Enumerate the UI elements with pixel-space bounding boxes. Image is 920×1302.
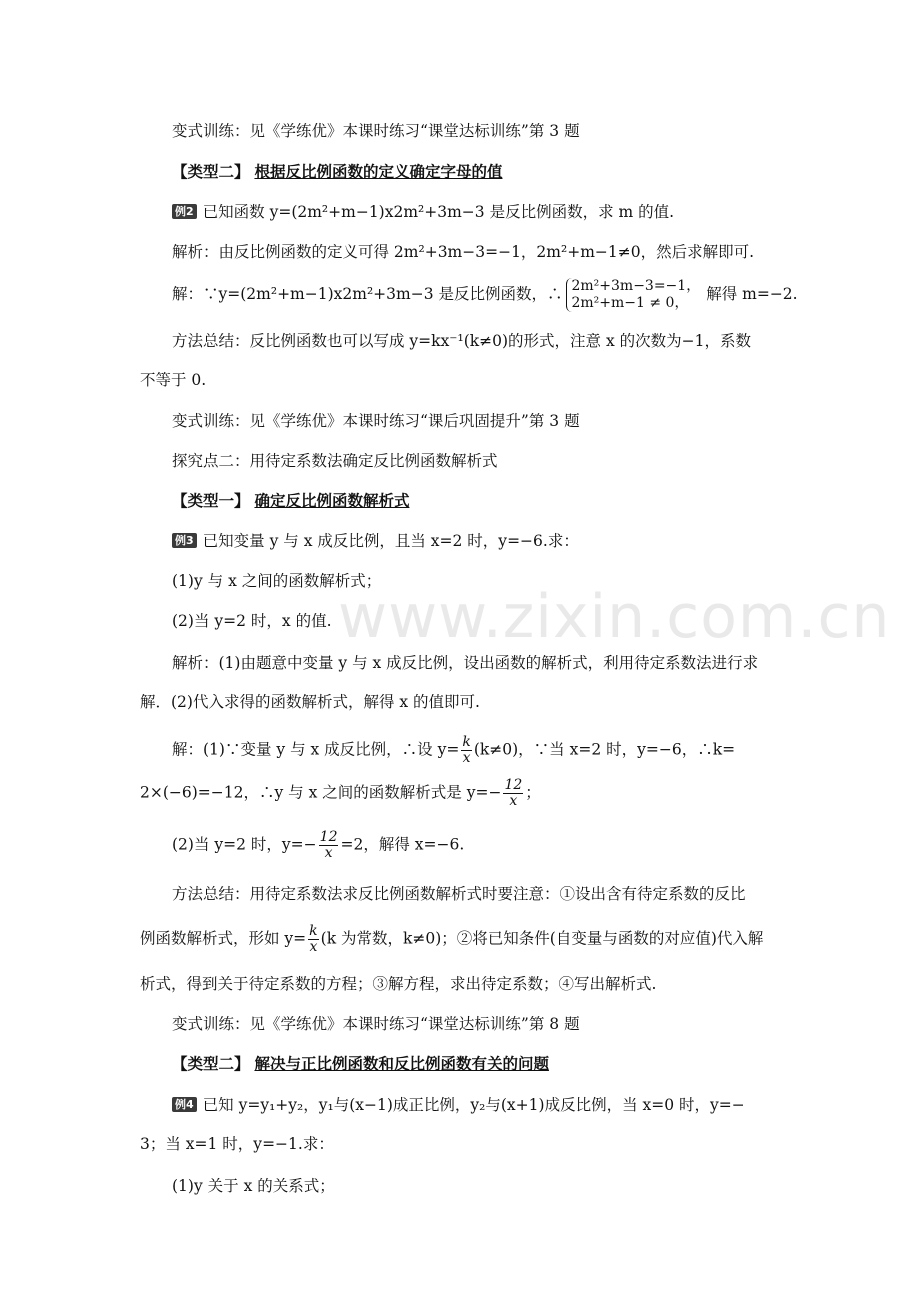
type-heading-2a: [172, 161, 502, 183]
numerator: 12: [504, 777, 523, 793]
numerator: k: [462, 734, 471, 750]
numerator: k: [309, 923, 318, 939]
equation-1: 2m²+3m−3=−1，: [571, 278, 701, 294]
denominator: x: [462, 750, 471, 766]
variant-training-1: 变式训练：见《学练优》本课时练习“课堂达标训练”第 3 题: [172, 122, 580, 140]
example-3: [172, 530, 579, 552]
example-badge: 例2: [172, 204, 197, 219]
example-4-cont: 3；当 x=1 时，y=−1.求：: [140, 1135, 334, 1153]
solution-text: =2，解得 x=−6.: [340, 835, 465, 854]
variant-training-2: 变式训练：见《学练优》本课时练习“课后巩固提升”第 3 题: [172, 412, 580, 430]
fraction-12-over-x: [319, 830, 339, 861]
question-3-1: (1)y 与 x 之间的函数解析式；: [172, 572, 382, 590]
solution-text: ；: [525, 783, 541, 802]
numerator: 12: [319, 829, 338, 845]
explore-point-2: 探究点二：用待定系数法确定反比例函数解析式: [172, 452, 498, 470]
denominator: x: [503, 793, 523, 809]
question-4-1: (1)y 关于 x 的关系式；: [172, 1177, 335, 1195]
analysis-3: 解析：(1)由题意中变量 y 与 x 成反比例，设出函数的解析式，利用待定系数法进行求: [172, 654, 759, 672]
method-summary-2: 方法总结：反比例函数也可以写成 y=kx⁻¹(k≠0)的形式，注意 x 的次数为−1，系数: [172, 332, 751, 350]
denominator: x: [309, 939, 318, 955]
method-summary-2-cont: 不等于 0.: [140, 371, 207, 389]
solution-text: (2)当 y=2 时，y=−: [172, 835, 317, 854]
type-tag: 【类型一】: [172, 491, 250, 510]
question-3-2: (2)当 y=2 时，x 的值.: [172, 612, 332, 630]
variant-training-3: 变式训练：见《学练优》本课时练习“课堂达标训练”第 8 题: [172, 1015, 580, 1033]
type-heading-2b: [172, 1053, 549, 1075]
equation-system: [566, 278, 700, 312]
fraction-12-over-x: [503, 778, 523, 809]
analysis-2: 解析：由反比例函数的定义可得 2m²+3m−3=−1，2m²+m−1≠0，然后求解即可.: [172, 243, 755, 261]
method-summary-3: 方法总结：用待定系数法求反比例函数解析式时要注意：①设出含有待定系数的反比: [172, 885, 746, 903]
example-text: 已知 y=y₁+y₂，y₁与(x−1)成正比例，y₂与(x+1)成反比例，当 x=0 时，y=−: [202, 1096, 745, 1114]
solution-3-2: [172, 830, 464, 861]
solution-text: 例函数解析式，形如 y=: [140, 929, 307, 948]
type-tag: 【类型二】: [172, 1054, 250, 1073]
method-summary-3-cont: [140, 924, 763, 955]
type-title: 解决与正比例函数和反比例函数有关的问题: [254, 1054, 549, 1073]
type-heading-1: [172, 490, 409, 512]
method-summary-3-end: 析式，得到关于待定系数的方程；③解方程，求出待定系数；④写出解析式.: [140, 975, 657, 993]
solution-text: (k 为常数，k≠0)；②将已知条件(自变量与函数的对应值)代入解: [320, 929, 764, 948]
solution-result: 解得 m=−2.: [706, 285, 798, 303]
example-text: 已知变量 y 与 x 成反比例，且当 x=2 时，y=−6.求：: [202, 532, 579, 550]
solution-3-1-cont: [140, 778, 541, 809]
solution-2: [172, 278, 798, 312]
solution-text: 2×(−6)=−12，∴y 与 x 之间的函数解析式是 y=−: [140, 783, 502, 802]
solution-3-1: [172, 735, 735, 766]
equation-2: 2m²+m−1 ≠ 0，: [571, 295, 689, 311]
solution-text: 解：(1)∵变量 y 与 x 成反比例，∴设 y=: [172, 740, 460, 759]
example-badge: 例4: [172, 1097, 197, 1112]
fraction-k-over-x: [461, 735, 471, 766]
example-4: [172, 1094, 745, 1116]
example-2: [172, 201, 674, 223]
denominator: x: [319, 845, 339, 861]
analysis-3-cont: 解．(2)代入求得的函数解析式，解得 x 的值即可.: [140, 693, 480, 711]
solution-text: (k≠0)，∵当 x=2 时，y=−6，∴k=: [473, 740, 736, 759]
example-badge: 例3: [172, 533, 197, 548]
watermark: www.zixin.com.cn: [338, 582, 891, 652]
example-text: 已知函数 y=(2m²+m−1)x2m²+3m−3 是反比例函数，求 m 的值.: [202, 203, 675, 221]
type-title: 确定反比例函数解析式: [254, 491, 410, 510]
type-tag: 【类型二】: [172, 162, 250, 181]
fraction-k-over-x: [308, 924, 318, 955]
solution-text: 解：∵y=(2m²+m−1)x2m²+3m−3 是反比例函数，∴: [172, 285, 563, 303]
type-title: 根据反比例函数的定义确定字母的值: [254, 162, 503, 181]
